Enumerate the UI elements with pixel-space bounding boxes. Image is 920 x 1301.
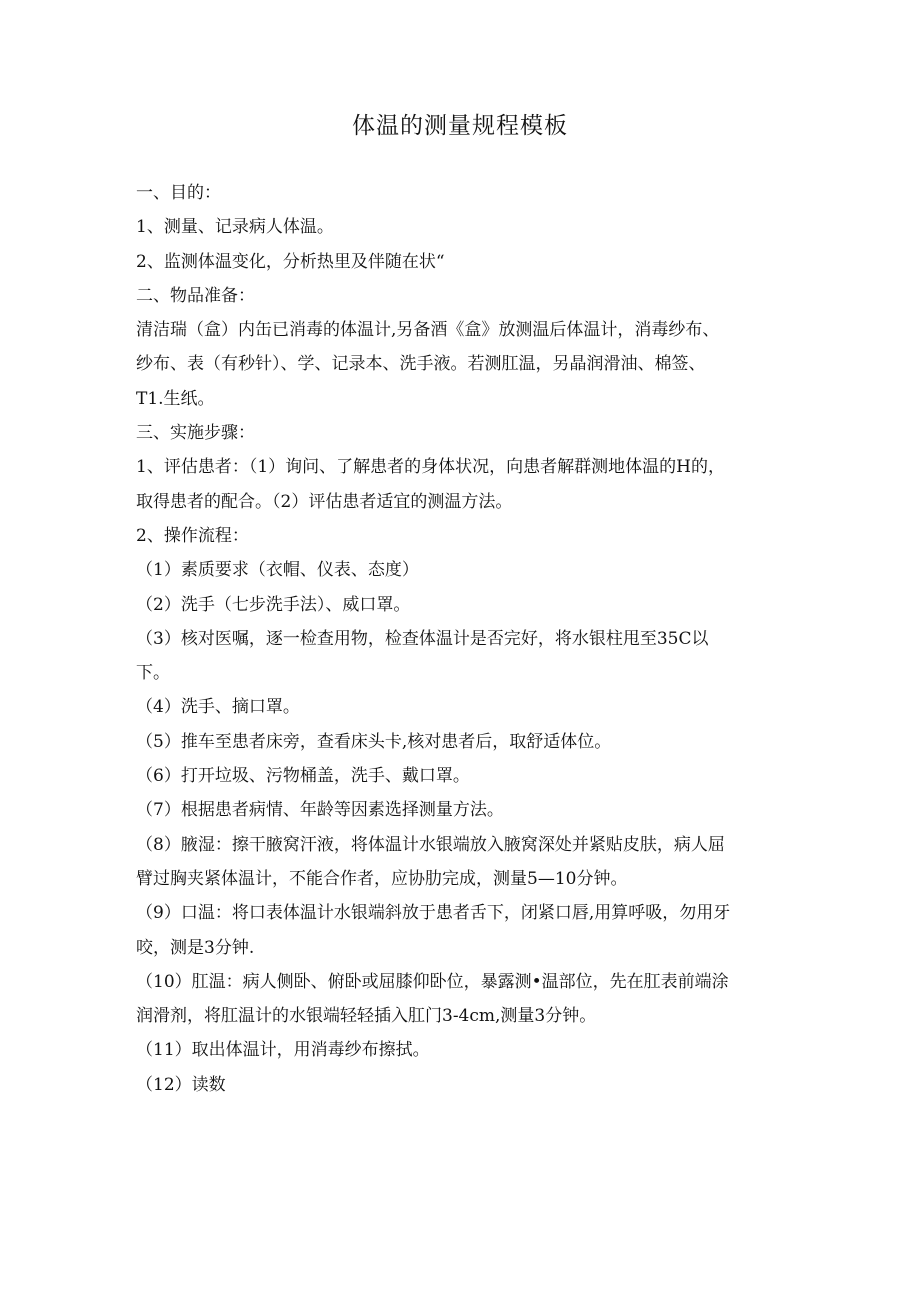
procedure-step: 下。 [136, 663, 170, 684]
procedure-step: 咬，测是3分钟. [136, 937, 255, 958]
purpose-item-1: 1、测量、记录病人体温。 [136, 217, 334, 238]
procedure-step: （12）读数 [136, 1074, 226, 1095]
assess-patient-line: 取得患者的配合。（2）评估患者适宜的测温方法。 [136, 491, 513, 512]
procedure-step: （10）肛温：病人侧卧、俯卧或屈膝仰卧位，暴露测•温部位，先在肛表前端涂 [136, 971, 729, 992]
procedure-step: （1）素质要求（衣帽、仪表、态度） [136, 560, 419, 581]
purpose-item-2: 2、监测体温变化，分析热里及伴随在状“ [136, 251, 445, 272]
procedure-step: （8）腋湿：擦干腋窝汗液，将体温计水银端放入腋窝深处并紧贴皮肤，病人屈 [136, 834, 725, 855]
document-body [136, 176, 784, 1102]
section-heading-purpose: 一、目的： [136, 183, 221, 203]
page-title: 体温的测量规程模板 [352, 113, 568, 139]
procedure-step: 润滑剂，将肛温计的水银端轻轻插入肛门3-4cm,测量3分钟。 [136, 1006, 597, 1027]
materials-text-line: 清洁瑞（盒）内缶已消毒的体温计,另备酒《盒》放测温后体温计，消毒纱布、 [136, 320, 720, 341]
procedure-step: （3）核对医嘱，逐一检查用物，检查体温计是否完好，将水银柱甩至35C以 [136, 628, 709, 649]
procedure-step: （9）口温：将口表体温计水银端斜放于患者舌下，闭紧口唇,用算呼吸，勿用牙 [136, 903, 731, 924]
procedure-step: （5）推车至患者床旁，查看床头卡,核对患者后，取舒适体位。 [136, 731, 612, 752]
section-heading-materials: 二、物品准备： [136, 285, 255, 306]
procedure-step: （4）洗手、摘口罩。 [136, 697, 300, 718]
procedure-step: （6）打开垃圾、污物桶盖，洗手、戴口罩。 [136, 766, 470, 787]
procedure-step: （2）洗手（七步洗手法）、威口罩。 [136, 594, 411, 615]
materials-text-line: T1.生纸。 [136, 388, 215, 409]
procedure-step: 臂过胸夹紧体温计，不能合作者，应协肋完成，测量5—10分钟。 [136, 868, 628, 889]
procedure-step: （11）取出体温计，用消毒纱布擦拭。 [136, 1040, 430, 1061]
section-heading-steps: 三、实施步骤： [136, 423, 255, 444]
materials-text-line: 纱布、表（有秒针）、学、记录本、洗手液。若测肛温，另晶润滑油、棉签、 [136, 354, 706, 375]
assess-patient-line: 1、评估患者：（1）询问、了解患者的身体状况，向患者解群测地体温的H的， [136, 457, 725, 478]
procedure-step: （7）根据患者病情、年龄等因素选择测量方法。 [136, 800, 504, 821]
procedure-heading: 2、操作流程： [136, 525, 249, 546]
